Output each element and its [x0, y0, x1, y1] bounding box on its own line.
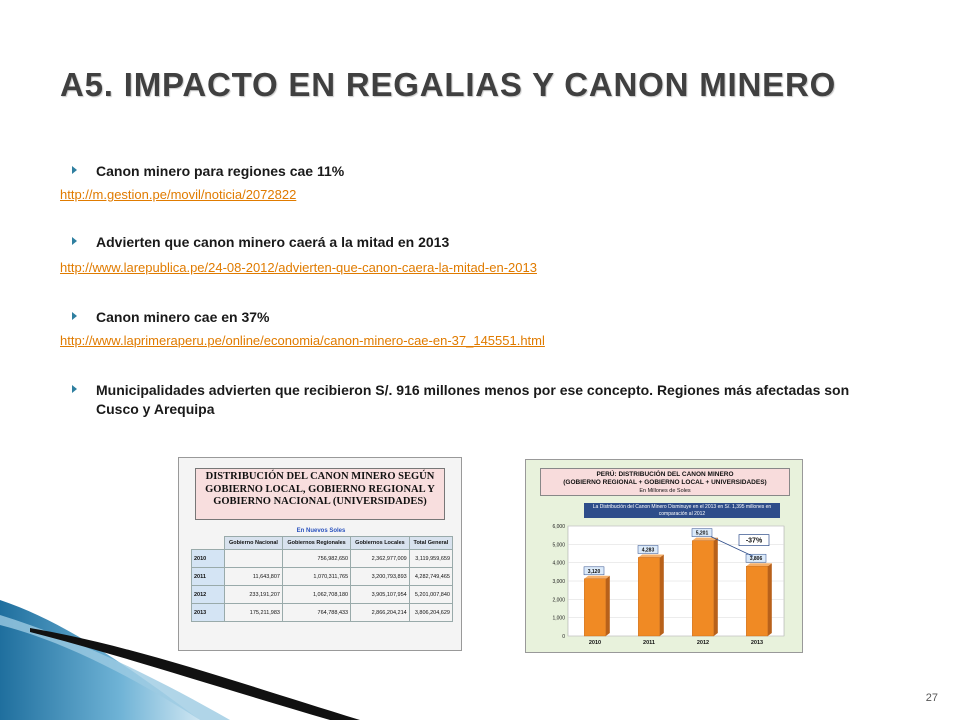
- table-cell: 233,191,207: [225, 586, 283, 604]
- canon-distribution-chart-image: [525, 459, 803, 653]
- table-year: 2013: [192, 604, 225, 622]
- y-tick-label: 6,000: [552, 524, 565, 530]
- chart-units: En Millones de Soles: [639, 488, 691, 494]
- bar-side: [606, 576, 610, 636]
- table-cell: 1,070,311,765: [282, 568, 350, 586]
- bar-value-label: 5,201: [695, 530, 709, 537]
- y-tick-label: 1,000: [552, 615, 565, 622]
- table-cell: 3,119,959,659: [409, 550, 452, 568]
- table-cell: 5,201,007,840: [409, 586, 452, 604]
- news-link[interactable]: http://www.larepublica.pe/24-08-2012/advierten-que-canon-caera-la-mitad-en-2013: [60, 260, 537, 275]
- bar-chart: [532, 518, 798, 648]
- bar-value-label: 3,120: [587, 568, 601, 575]
- table-cell: 764,788,433: [282, 604, 350, 622]
- table-row: [192, 586, 453, 604]
- y-tick-label: 5,000: [552, 542, 565, 549]
- y-tick-label: 2,000: [552, 597, 565, 604]
- bullet-arrow-icon: [72, 385, 77, 393]
- bullet-text: Canon minero para regiones cae 11%: [96, 163, 345, 179]
- chart-bar: [584, 579, 606, 636]
- chart-subtitle: (GOBIERNO REGIONAL + GOBIERNO LOCAL + UNIVERSIDADES): [563, 479, 767, 486]
- distribution-table: [191, 536, 453, 622]
- bullet-item: [72, 162, 862, 181]
- y-tick-label: 0: [562, 634, 565, 640]
- table-cell: 2,362,977,009: [351, 550, 410, 568]
- bar-top: [746, 563, 772, 566]
- bar-side: [660, 554, 664, 636]
- table-row: [192, 604, 453, 622]
- chart-bar: [638, 557, 660, 636]
- bar-side: [714, 538, 718, 636]
- bar-value-label: 3,806: [749, 556, 763, 563]
- table-cell: 175,211,983: [225, 604, 283, 622]
- table-cell: 4,282,749,465: [409, 568, 452, 586]
- table-year: 2010: [192, 550, 225, 568]
- slide-title: A5. IMPACTO EN REGALIAS Y CANON MINERO: [60, 66, 837, 103]
- table-cell: 3,905,107,954: [351, 586, 410, 604]
- table-header: Gobiernos Regionales: [282, 537, 350, 550]
- table-header: Total General: [409, 537, 452, 550]
- table-year: 2011: [192, 568, 225, 586]
- y-tick-label: 4,000: [552, 560, 565, 567]
- table-year: 2012: [192, 586, 225, 604]
- news-link[interactable]: http://www.laprimeraperu.pe/online/economia/canon-minero-cae-en-37_145551.html: [60, 333, 545, 348]
- chart-note: La Distribución del Canon Minero Disminuye en el 2013 en S/. 1,395 millones en comparación al 2012: [584, 503, 780, 518]
- table-cell: 2,866,204,214: [351, 604, 410, 622]
- bar-value-label: 4,283: [641, 547, 655, 554]
- bar-side: [768, 563, 772, 636]
- y-tick-label: 3,000: [552, 579, 565, 585]
- bullet-item: [72, 308, 862, 327]
- canon-distribution-table-image: [178, 457, 462, 651]
- bar-top: [584, 576, 610, 579]
- table-row: [192, 550, 453, 568]
- bar-top: [638, 554, 664, 557]
- table-cell: 756,982,650: [282, 550, 350, 568]
- table-row: [192, 568, 453, 586]
- chart-title: PERÚ: DISTRIBUCIÓN DEL CANON MINERO: [596, 471, 734, 478]
- table-header: Gobiernos Locales: [351, 537, 410, 550]
- table-cell: 11,643,807: [225, 568, 283, 586]
- chart-title-box: [540, 468, 790, 496]
- bullet-text: Advierten que canon minero caerá a la mitad en 2013: [96, 234, 450, 250]
- change-label: -37%: [745, 537, 763, 545]
- x-tick-label: 2012: [696, 640, 710, 646]
- table-subtitle: En Nuevos Soles: [296, 528, 346, 534]
- bullet-arrow-icon: [72, 237, 77, 245]
- bullet-item: [72, 233, 862, 252]
- news-link[interactable]: http://m.gestion.pe/movil/noticia/2072822: [60, 187, 297, 202]
- table-cell: [225, 550, 283, 568]
- chart-bar: [692, 541, 714, 636]
- bullet-text: Municipalidades advierten que recibieron S/. 916 millones menos por ese concepto. Regiones más afectadas son Cusco y Arequipa: [96, 382, 850, 417]
- x-tick-label: 2010: [588, 640, 602, 646]
- page-number: 27: [925, 692, 938, 704]
- table-title: DISTRIBUCIÓN DEL CANON MINERO SEGÚN GOBIERNO LOCAL, GOBIERNO REGIONAL Y GOBIERNO NACIONAL (UNIVERSIDADES): [195, 468, 445, 520]
- bullet-arrow-icon: [72, 166, 77, 174]
- table-cell: 1,062,708,180: [282, 586, 350, 604]
- table-header: Gobierno Nacional: [225, 537, 283, 550]
- chart-bar: [746, 566, 768, 636]
- bullet-item: [72, 381, 862, 419]
- table-cell: 3,806,204,629: [409, 604, 452, 622]
- x-tick-label: 2013: [750, 640, 764, 646]
- x-tick-label: 2011: [643, 640, 655, 646]
- bullet-text: Canon minero cae en 37%: [96, 309, 270, 325]
- bullet-arrow-icon: [72, 312, 77, 320]
- table-corner: [192, 537, 225, 550]
- table-cell: 3,200,793,893: [351, 568, 410, 586]
